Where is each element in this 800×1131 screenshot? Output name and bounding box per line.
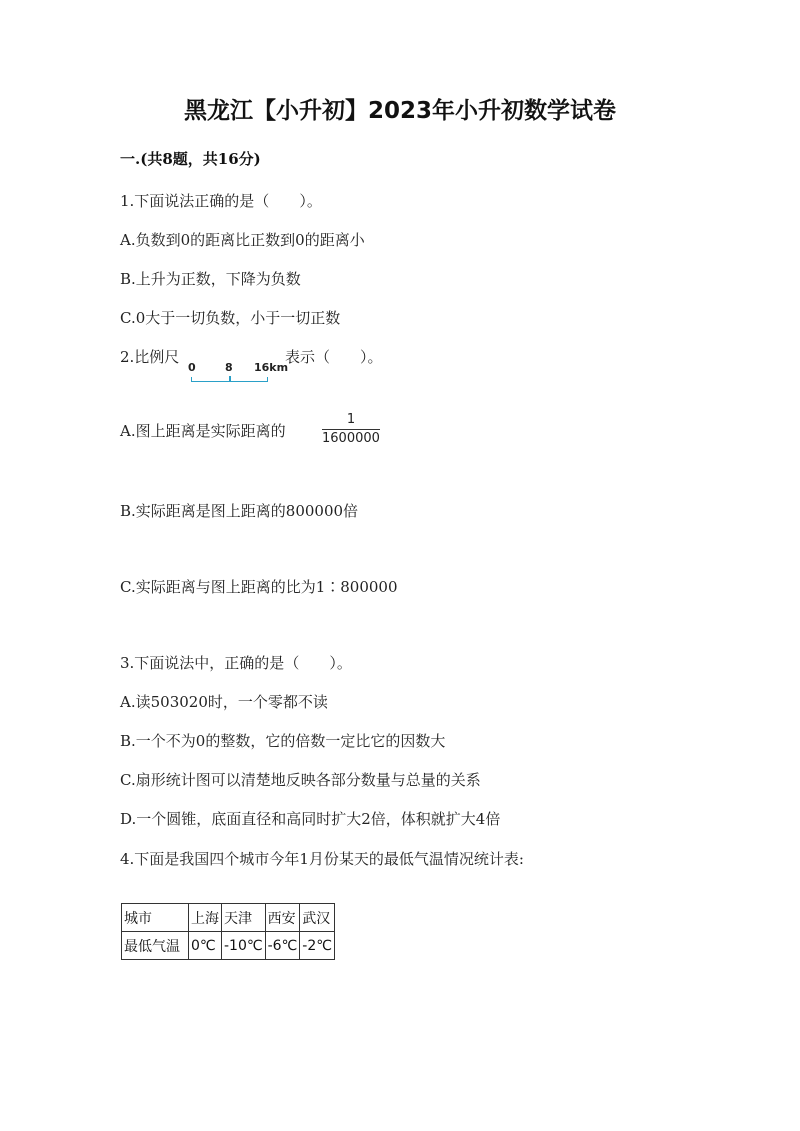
q1-stem: 1.下面说法正确的是（ ）。 — [120, 192, 322, 210]
q1-option-a: A.负数到0的距离比正数到0的距离小 — [120, 231, 365, 249]
q2-option-c: C.实际距离与图上距离的比为1∶800000 — [120, 578, 398, 596]
scale-label-8: 8 — [225, 361, 233, 374]
q3-option-b: B.一个不为0的整数，它的倍数一定比它的因数大 — [120, 732, 446, 750]
q2-stem-suffix: 表示（ ）。 — [285, 348, 383, 366]
fraction-bar — [322, 429, 380, 430]
table-cell: 上海 — [189, 904, 222, 932]
table-cell: -10℃ — [222, 932, 266, 960]
q1-option-c: C.0大于一切负数，小于一切正数 — [120, 309, 341, 327]
table-cell: 西安 — [265, 904, 300, 932]
scale-label-0: 0 — [188, 361, 196, 374]
q3-option-a: A.读503020时，一个零都不读 — [120, 693, 328, 711]
table-row — [122, 932, 335, 960]
scale-bar-tick — [229, 376, 231, 382]
q4-stem: 4.下面是我国四个城市今年1月份某天的最低气温情况统计表: — [120, 850, 524, 868]
q2-option-b: B.实际距离是图上距离的800000倍 — [120, 502, 359, 520]
table-cell: -2℃ — [300, 932, 335, 960]
table-cell: 武汉 — [300, 904, 335, 932]
table-cell: 城市 — [122, 904, 189, 932]
table-row — [122, 904, 335, 932]
fraction-denominator: 1600000 — [322, 431, 380, 446]
q3-stem: 3.下面说法中，正确的是（ ）。 — [120, 654, 352, 672]
fraction — [322, 412, 380, 447]
temperature-table — [121, 903, 335, 960]
section-heading: 一.(共8题，共16分) — [120, 150, 261, 168]
scale-label-16km: 16km — [254, 361, 289, 374]
fraction-numerator: 1 — [346, 412, 356, 427]
q2-option-a: A.图上距离是实际距离的 — [120, 422, 286, 440]
table-cell: -6℃ — [265, 932, 300, 960]
q2-stem-prefix: 2.比例尺 — [120, 348, 180, 366]
table-cell: 0℃ — [189, 932, 222, 960]
table-cell: 天津 — [222, 904, 266, 932]
q3-option-c: C.扇形统计图可以清楚地反映各部分数量与总量的关系 — [120, 771, 481, 789]
page-title: 黑龙江【小升初】2023年小升初数学试卷 — [183, 98, 616, 124]
scale-bar-figure — [185, 361, 289, 385]
q1-option-b: B.上升为正数，下降为负数 — [120, 270, 301, 288]
table-cell: 最低气温 — [122, 932, 189, 960]
q3-option-d: D.一个圆锥，底面直径和高同时扩大2倍，体积就扩大4倍 — [120, 810, 501, 828]
